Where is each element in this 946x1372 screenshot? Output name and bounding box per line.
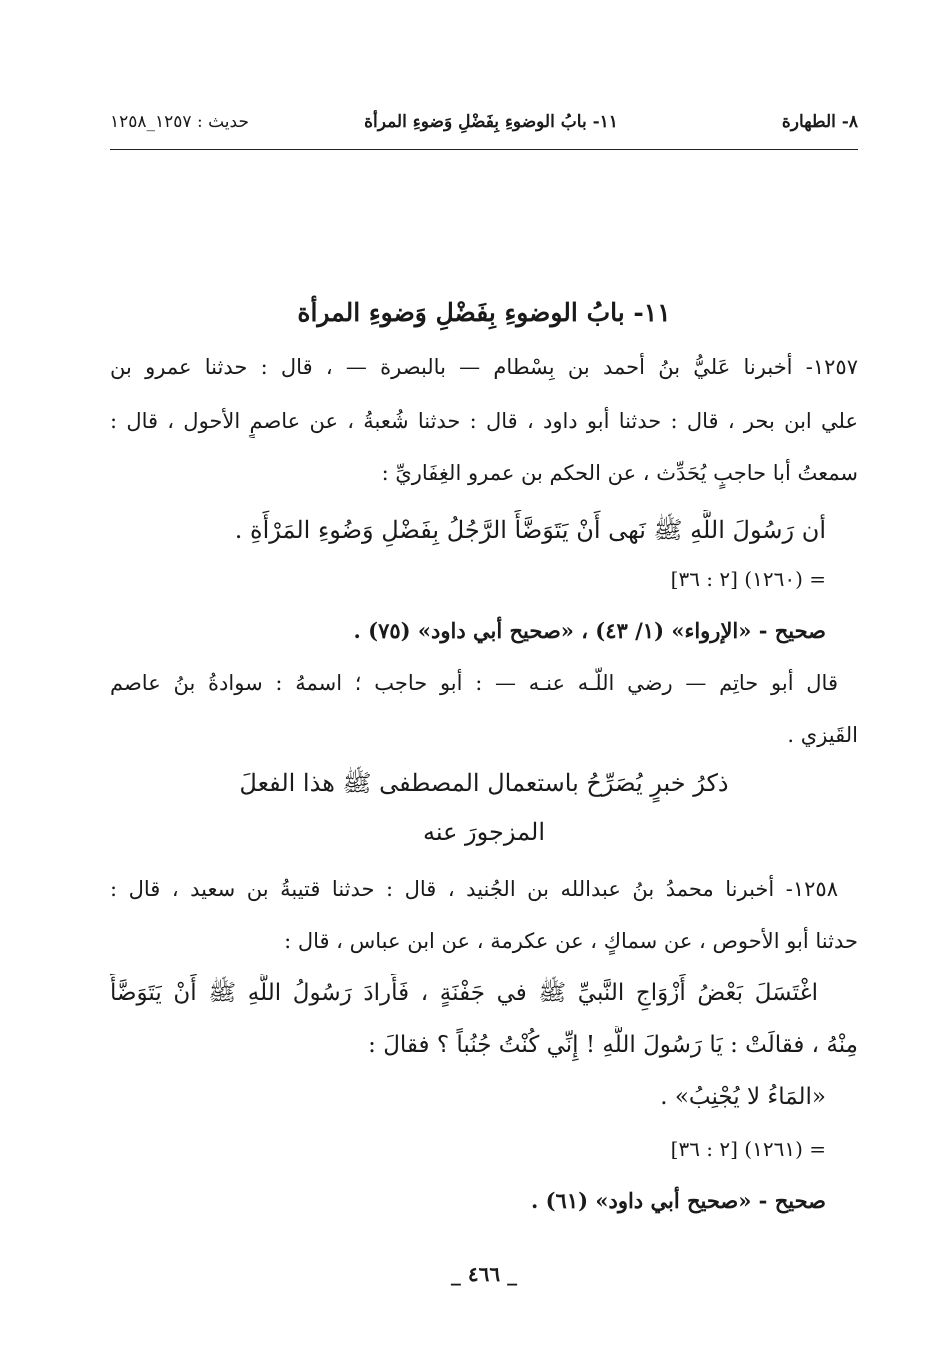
- hadith-1257-note-2: القَيزي .: [787, 723, 858, 747]
- hadith-1258-line-2: حدثنا أبو الأحوص ، عن سماكٍ ، عن عكرمة ، عن ابن عباس ، قال :: [284, 929, 858, 953]
- running-head-chapter: ١١- بابُ الوضوءِ بِفَضْلِ وَضوءِ المرأة: [364, 112, 618, 132]
- section-heading-line-2: المزجورَ عنه: [423, 818, 545, 846]
- section-heading-line-1: ذكرُ خبرٍ يُصَرِّحُ باستعمال المصطفى ﷺ هذا الفعلَ: [239, 769, 729, 797]
- hadith-1257-line-3: سمعتُ أبا حاجبٍ يُحَدِّث ، عن الحكم بن عمرو الغِفَاريِّ :: [381, 461, 858, 485]
- hadith-1257-grade: صحيح - «الإرواء» (١/ ٤٣) ، «صحيح أبي داود» (٧٥) .: [353, 618, 826, 643]
- hadith-1258-line-1: ١٢٥٨- أخبرنا محمدُ بنُ عبدالله بن الجُنيد ، قال : حدثنا قتيبةُ بن سعيد ، قال :: [110, 877, 838, 901]
- hadith-1257-note-1: قال أبو حاتِم — رضي اللّـه عنـه — : أبو حاجب ؛ اسمهُ : سوادةُ بنُ عاصم: [110, 671, 838, 695]
- hadith-1257-line-1: ١٢٥٧- أخبرنا عَليُّ بنُ أحمد بن بِسْطام — بالبصرة — ، قال : حدثنا عمرو بن: [110, 355, 858, 379]
- hadith-1257-ref: = (١٢٦٠) [٢ : ٣٦]: [670, 567, 826, 591]
- header-rule: [110, 149, 858, 150]
- running-head-hadith-range: حديث : ١٢٥٧_١٢٥٨: [110, 112, 249, 132]
- hadith-1257-matn: أن رَسُولَ اللَّهِ ﷺ نَهى أَنْ يَتَوَضَّأَ الرَّجُلُ بِفَضْلِ وَضُوءِ المَرْأَةِ .: [234, 516, 826, 544]
- chapter-title: ١١- بابُ الوضوءِ بِفَضْلِ وَضوءِ المرأة: [297, 298, 671, 327]
- hadith-1258-grade: صحيح - «صحيح أبي داود» (٦١) .: [530, 1188, 826, 1213]
- hadith-1257-line-2: علي ابن بحر ، قال : حدثنا أبو داود ، قال : حدثنا شُعبةُ ، عن عاصمٍ الأحول ، قال :: [110, 409, 858, 433]
- running-head-book: ٨- الطهارة: [781, 112, 858, 132]
- hadith-1258-matn-1: اغْتَسَلَ بَعْضُ أَزْوَاجِ النَّبيِّ ﷺ في جَفْنَةٍ ، فَأَرادَ رَسُولُ اللَّهِ ﷺ أَنْ يَتَوَضَّأَ: [110, 980, 818, 1006]
- hadith-1258-matn-3: «المَاءُ لا يُجْنِبُ» .: [660, 1084, 826, 1110]
- hadith-1258-ref: = (١٢٦١) [٢ : ٣٦]: [670, 1137, 826, 1161]
- page-number: _ ٤٦٦ _: [450, 1262, 518, 1286]
- hadith-1258-matn-2: مِنْهُ ، فقالَتْ : يَا رَسُولَ اللَّهِ ! إِنِّي كُنْتُ جُنُباً ؟ فقالَ :: [368, 1032, 858, 1058]
